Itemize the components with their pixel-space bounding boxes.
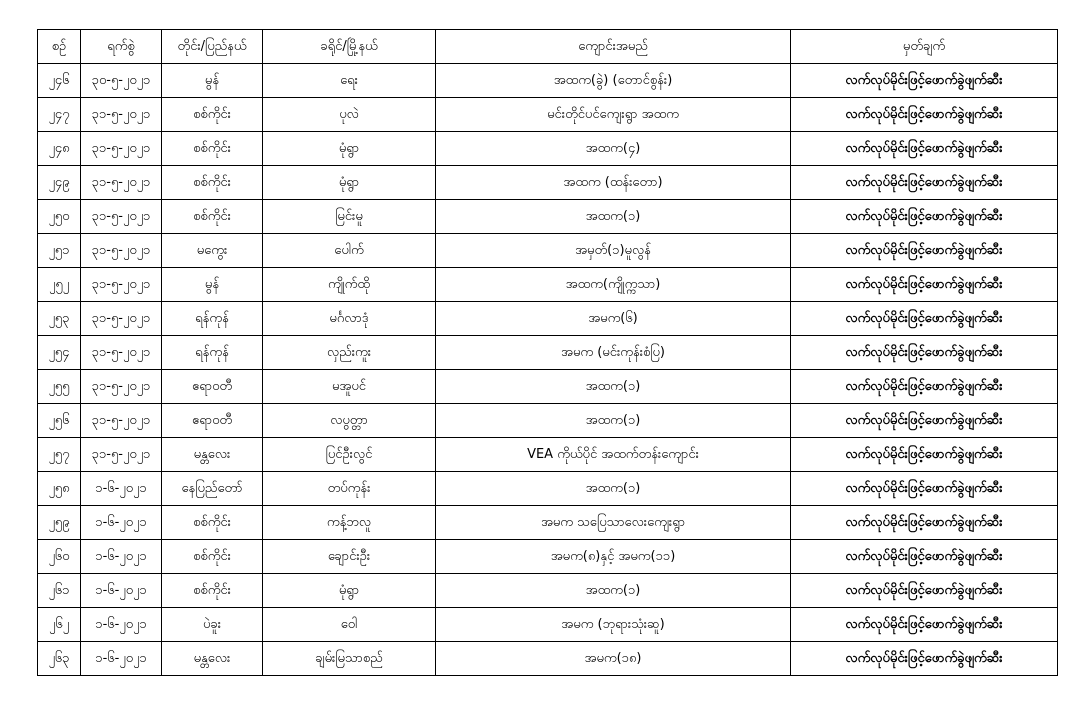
cell-date: ၃၁-၅-၂၀၂၁ xyxy=(81,268,162,302)
table-row xyxy=(38,506,1058,540)
cell-school: အမှတ်(၁)မူလွန် xyxy=(436,234,791,268)
cell-region: မန္တလေး xyxy=(162,438,263,472)
cell-date: ၁-၆-၂၀၂၁ xyxy=(81,472,162,506)
cell-no: ၂၆၂ xyxy=(38,608,81,642)
cell-school: အမက(၁၈) xyxy=(436,642,791,676)
cell-no: ၂၄၆ xyxy=(38,64,81,98)
cell-note: လက်လုပ်မိုင်းဖြင့်ဖောက်ခွဲဖျက်ဆီး xyxy=(791,200,1058,234)
table-row xyxy=(38,472,1058,506)
cell-school: အမက (မင်းကုန်းစံပြ) xyxy=(436,336,791,370)
cell-note: လက်လုပ်မိုင်းဖြင့်ဖောက်ခွဲဖျက်ဆီး xyxy=(791,642,1058,676)
cell-no: ၂၅၄ xyxy=(38,336,81,370)
cell-note: လက်လုပ်မိုင်းဖြင့်ဖောက်ခွဲဖျက်ဆီး xyxy=(791,506,1058,540)
cell-no: ၂၆၃ xyxy=(38,642,81,676)
cell-school: အမက သပြေသာလေးကျေးရွာ xyxy=(436,506,791,540)
cell-region: မွန် xyxy=(162,64,263,98)
cell-school: အမက(၆) xyxy=(436,302,791,336)
cell-township: တပ်ကုန်း xyxy=(263,472,436,506)
cell-region: ရန်ကုန် xyxy=(162,336,263,370)
cell-note: လက်လုပ်မိုင်းဖြင့်ဖောက်ခွဲဖျက်ဆီး xyxy=(791,302,1058,336)
table-row xyxy=(38,132,1058,166)
cell-township: လပွတ္တာ xyxy=(263,404,436,438)
cell-date: ၁-၆-၂၀၂၁ xyxy=(81,608,162,642)
cell-no: ၂၄၈ xyxy=(38,132,81,166)
cell-date: ၃၁-၅-၂၀၂၁ xyxy=(81,166,162,200)
table-row xyxy=(38,98,1058,132)
cell-township: မင်္ဂလာဒုံ xyxy=(263,302,436,336)
cell-no: ၂၅၈ xyxy=(38,472,81,506)
cell-township: မအူပင် xyxy=(263,370,436,404)
header-township: ခရိုင်/မြို့နယ် xyxy=(263,30,436,64)
header-no: စဉ် xyxy=(38,30,81,64)
cell-township: ချမ်းမြသာစည် xyxy=(263,642,436,676)
cell-no: ၂၄၉ xyxy=(38,166,81,200)
cell-region: ပဲခူး xyxy=(162,608,263,642)
cell-note: လက်လုပ်မိုင်းဖြင့်ဖောက်ခွဲဖျက်ဆီး xyxy=(791,336,1058,370)
cell-date: ၁-၆-၂၀၂၁ xyxy=(81,540,162,574)
cell-region: ဧရာဝတီ xyxy=(162,370,263,404)
cell-note: လက်လုပ်မိုင်းဖြင့်ဖောက်ခွဲဖျက်ဆီး xyxy=(791,132,1058,166)
table-header xyxy=(38,30,1058,64)
cell-note: လက်လုပ်မိုင်းဖြင့်ဖောက်ခွဲဖျက်ဆီး xyxy=(791,166,1058,200)
cell-township: ပေါက် xyxy=(263,234,436,268)
cell-township: ရေး xyxy=(263,64,436,98)
header-school: ကျောင်းအမည် xyxy=(436,30,791,64)
cell-township: မုံရွာ xyxy=(263,132,436,166)
cell-region: နေပြည်တော် xyxy=(162,472,263,506)
cell-school: အထက(၁) xyxy=(436,370,791,404)
table-row xyxy=(38,404,1058,438)
cell-region: မွန် xyxy=(162,268,263,302)
header-date: ရက်စွဲ xyxy=(81,30,162,64)
cell-region: မကွေး xyxy=(162,234,263,268)
cell-note: လက်လုပ်မိုင်းဖြင့်ဖောက်ခွဲဖျက်ဆီး xyxy=(791,234,1058,268)
cell-note: လက်လုပ်မိုင်းဖြင့်ဖောက်ခွဲဖျက်ဆီး xyxy=(791,370,1058,404)
cell-township: ကန့်ဘလူ xyxy=(263,506,436,540)
cell-date: ၃၁-၅-၂၀၂၁ xyxy=(81,200,162,234)
cell-date: ၃၁-၅-၂၀၂၁ xyxy=(81,132,162,166)
cell-no: ၂၅၇ xyxy=(38,438,81,472)
cell-no: ၂၅၆ xyxy=(38,404,81,438)
cell-date: ၃၁-၅-၂၀၂၁ xyxy=(81,234,162,268)
cell-date: ၁-၆-၂၀၂၁ xyxy=(81,642,162,676)
cell-no: ၂၅၃ xyxy=(38,302,81,336)
cell-region: စစ်ကိုင်း xyxy=(162,132,263,166)
cell-date: ၃၁-၅-၂၀၂၁ xyxy=(81,98,162,132)
table-row xyxy=(38,540,1058,574)
cell-school: အမက (ဘုရားသုံးဆူ) xyxy=(436,608,791,642)
cell-no: ၂၆၁ xyxy=(38,574,81,608)
header-note: မှတ်ချက် xyxy=(791,30,1058,64)
cell-region: စစ်ကိုင်း xyxy=(162,98,263,132)
cell-township: ဝေါ xyxy=(263,608,436,642)
cell-school: မင်းတိုင်ပင်ကျေးရွာ အထက xyxy=(436,98,791,132)
table-row xyxy=(38,608,1058,642)
cell-region: စစ်ကိုင်း xyxy=(162,200,263,234)
cell-no: ၂၅၂ xyxy=(38,268,81,302)
cell-region: စစ်ကိုင်း xyxy=(162,540,263,574)
table-row xyxy=(38,302,1058,336)
cell-school: အထက(၁) xyxy=(436,472,791,506)
cell-note: လက်လုပ်မိုင်းဖြင့်ဖောက်ခွဲဖျက်ဆီး xyxy=(791,438,1058,472)
cell-note: လက်လုပ်မိုင်းဖြင့်ဖောက်ခွဲဖျက်ဆီး xyxy=(791,268,1058,302)
cell-date: ၃၁-၅-၂၀၂၁ xyxy=(81,336,162,370)
cell-date: ၁-၆-၂၀၂၁ xyxy=(81,506,162,540)
cell-note: လက်လုပ်မိုင်းဖြင့်ဖောက်ခွဲဖျက်ဆီး xyxy=(791,404,1058,438)
cell-school: အထက(၁) xyxy=(436,574,791,608)
cell-region: စစ်ကိုင်း xyxy=(162,506,263,540)
table-row xyxy=(38,438,1058,472)
header-region: တိုင်း/ပြည်နယ် xyxy=(162,30,263,64)
cell-date: ၁-၆-၂၀၂၁ xyxy=(81,574,162,608)
cell-date: ၃၁-၅-၂၀၂၁ xyxy=(81,302,162,336)
cell-township: ပုလဲ xyxy=(263,98,436,132)
cell-note: လက်လုပ်မိုင်းဖြင့်ဖောက်ခွဲဖျက်ဆီး xyxy=(791,64,1058,98)
cell-region: မန္တလေး xyxy=(162,642,263,676)
cell-date: ၃၁-၅-၂၀၂၁ xyxy=(81,438,162,472)
table-row xyxy=(38,336,1058,370)
cell-township: မုံရွာ xyxy=(263,574,436,608)
cell-note: လက်လုပ်မိုင်းဖြင့်ဖောက်ခွဲဖျက်ဆီး xyxy=(791,574,1058,608)
cell-school: အမက(၈)နှင့် အမက(၁၁) xyxy=(436,540,791,574)
cell-township: ပြင်ဦးလွင် xyxy=(263,438,436,472)
table-row xyxy=(38,234,1058,268)
cell-region: စစ်ကိုင်း xyxy=(162,166,263,200)
cell-township: လှည်းကူး xyxy=(263,336,436,370)
cell-township: မုံရွာ xyxy=(263,166,436,200)
cell-date: ၃၀-၅-၂၀၂၁ xyxy=(81,64,162,98)
cell-school: အထက(ကျိုက္ကသာ) xyxy=(436,268,791,302)
cell-school: VEA ကိုယ်ပိုင် အထက်တန်းကျောင်း xyxy=(436,438,791,472)
table-row xyxy=(38,64,1058,98)
cell-school: အထက(ခွဲ) (တောင်စွန်း) xyxy=(436,64,791,98)
cell-note: လက်လုပ်မိုင်းဖြင့်ဖောက်ခွဲဖျက်ဆီး xyxy=(791,98,1058,132)
cell-date: ၃၁-၅-၂၀၂၁ xyxy=(81,404,162,438)
cell-no: ၂၄၇ xyxy=(38,98,81,132)
cell-date: ၃၁-၅-၂၀၂၁ xyxy=(81,370,162,404)
cell-no: ၂၅၁ xyxy=(38,234,81,268)
table-row xyxy=(38,200,1058,234)
header-row xyxy=(38,30,1058,64)
cell-no: ၂၅၀ xyxy=(38,200,81,234)
cell-no: ၂၆၀ xyxy=(38,540,81,574)
cell-township: မြင်းမူ xyxy=(263,200,436,234)
table-row xyxy=(38,642,1058,676)
cell-school: အထက(၁) xyxy=(436,200,791,234)
cell-region: စစ်ကိုင်း xyxy=(162,574,263,608)
table-body xyxy=(38,64,1058,676)
table-row xyxy=(38,574,1058,608)
cell-school: အထက(၁) xyxy=(436,404,791,438)
cell-note: လက်လုပ်မိုင်းဖြင့်ဖောက်ခွဲဖျက်ဆီး xyxy=(791,472,1058,506)
table-row xyxy=(38,370,1058,404)
table-row xyxy=(38,166,1058,200)
cell-township: ကျိုက်ထို xyxy=(263,268,436,302)
records-table xyxy=(37,29,1058,676)
cell-region: ဧရာဝတီ xyxy=(162,404,263,438)
cell-no: ၂၅၅ xyxy=(38,370,81,404)
cell-no: ၂၅၉ xyxy=(38,506,81,540)
cell-township: ချောင်းဦး xyxy=(263,540,436,574)
cell-note: လက်လုပ်မိုင်းဖြင့်ဖောက်ခွဲဖျက်ဆီး xyxy=(791,608,1058,642)
cell-region: ရန်ကုန် xyxy=(162,302,263,336)
cell-note: လက်လုပ်မိုင်းဖြင့်ဖောက်ခွဲဖျက်ဆီး xyxy=(791,540,1058,574)
cell-school: အထက(၄) xyxy=(436,132,791,166)
table-row xyxy=(38,268,1058,302)
cell-school: အထက (ထန်းတော) xyxy=(436,166,791,200)
